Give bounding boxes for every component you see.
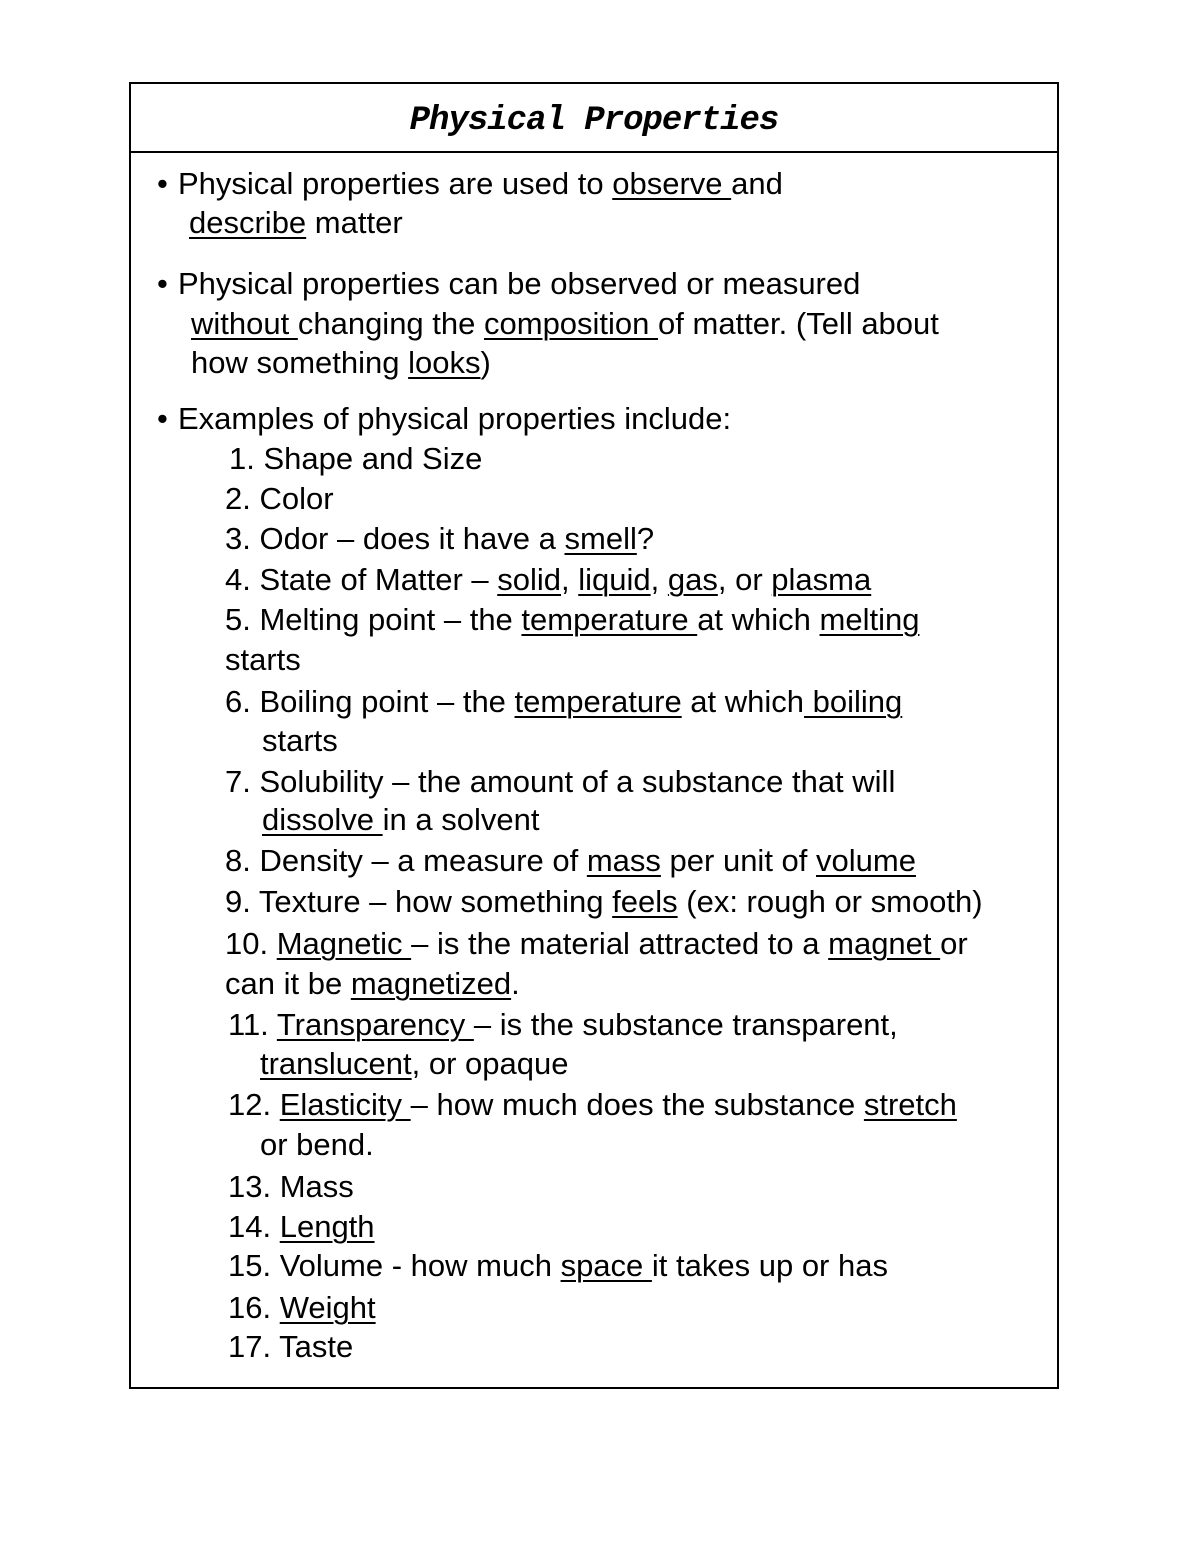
list-item: 11. Transparency – is the substance transparent, <box>228 1007 898 1042</box>
title-bar <box>131 84 1057 153</box>
list-item: 12. Elasticity – how much does the substance stretch <box>228 1087 957 1122</box>
page-title: Physical Properties <box>409 102 779 140</box>
list-item: can it be magnetized. <box>225 966 520 1001</box>
list-item: translucent, or opaque <box>260 1046 569 1081</box>
list-item: 13. Mass <box>228 1169 354 1204</box>
list-item: 10. Magnetic – is the material attracted to a magnet or <box>225 926 968 961</box>
list-item: dissolve in a solvent <box>262 802 540 837</box>
list-item: 5. Melting point – the temperature at which melting <box>225 602 920 637</box>
list-item: Physical properties can be observed or measured <box>178 266 861 301</box>
list-item: 15. Volume - how much space it takes up or has <box>228 1248 888 1283</box>
list-item: 17. Taste <box>228 1329 354 1364</box>
list-item: 8. Density – a measure of mass per unit of volume <box>225 843 916 878</box>
list-item: Examples of physical properties include: <box>178 401 732 436</box>
list-item: Physical properties are used to observe and <box>178 166 783 201</box>
list-item: starts <box>225 642 301 677</box>
list-item: describe matter <box>189 205 403 240</box>
list-item: how something looks) <box>191 345 491 380</box>
list-item: 6. Boiling point – the temperature at which boiling <box>225 684 903 719</box>
list-item: 14. Length <box>228 1209 375 1244</box>
list-item: 16. Weight <box>228 1290 376 1325</box>
list-item: 7. Solubility – the amount of a substance that will <box>225 764 896 799</box>
list-item: without changing the composition of matter. (Tell about <box>191 306 939 341</box>
bullet-marker: • <box>157 266 168 301</box>
content-box <box>129 82 1059 1389</box>
list-item: 9. Texture – how something feels (ex: rough or smooth) <box>225 884 983 919</box>
list-item: or bend. <box>260 1127 374 1162</box>
list-item: 4. State of Matter – solid, liquid, gas, or plasma <box>225 562 872 597</box>
list-item: starts <box>262 723 338 758</box>
list-item: 1. Shape and Size <box>229 441 483 476</box>
list-item: 3. Odor – does it have a smell? <box>225 521 655 556</box>
bullet-marker: • <box>157 401 168 436</box>
list-item: 2. Color <box>225 481 334 516</box>
bullet-marker: • <box>157 166 168 201</box>
